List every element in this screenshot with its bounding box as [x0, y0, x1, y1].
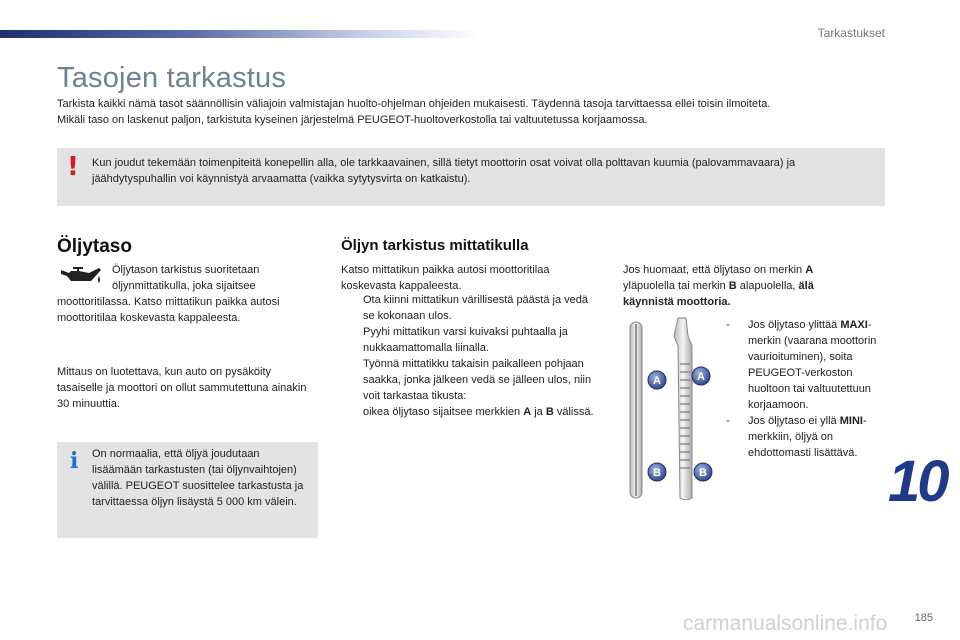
- warning-note: Jos huomaat, että öljytaso on merkin A yläpuolella tai merkin B alapuolella, älä käynnistä moottoria.: [623, 264, 814, 308]
- dipstick-illustration: [620, 316, 720, 500]
- dipstick-intro: Katso mittatikun paikka autosi moottoritilaa koskevasta kappaleesta.: [341, 264, 550, 292]
- warning-icon: !: [67, 152, 79, 182]
- list-item: Ota kiinni mittatikun värillisestä päästä ja vedä se kokonaan ulos.: [363, 294, 588, 322]
- label-a-right: A: [697, 371, 705, 383]
- chapter-number: 10: [888, 449, 947, 514]
- oil-text-1b: moottoritilassa. Katso mittatikun paikka autosi moottoritilaa koskevasta kappaleesta.: [57, 296, 280, 324]
- list-item: - Jos öljytaso ylittää MAXI-merkin (vaarana moottorin vaurioituminen), soita PEUGEOT-verkoston huoltoon tai valtuutettuun korjaamoon.: [726, 319, 877, 411]
- header-gradient-bar: [0, 30, 480, 38]
- info-text: On normaalia, että öljyä joudutaan lisäämään tarkastusten (tai öljynvaihtojen) välillä. PEUGEOT suosittelee tarkastusta ja tarvittaessa öljyn lisäystä 5 000 km välein.: [92, 448, 304, 508]
- info-icon: i: [70, 448, 79, 474]
- list-item: - Jos öljytaso ei yllä MINI-merkkiin, öljyä on ehdottomasti lisättävä.: [726, 415, 867, 459]
- section-name: Tarkastukset: [817, 26, 885, 40]
- label-b-right: B: [699, 467, 707, 479]
- intro-line-1: Tarkista kaikki nämä tasot säännöllisin väliajoin valmistajan huolto-ohjelman ohjeiden mukaisesti. Täydennä tasoja tarvittaessa ellei toisin ilmoiteta.: [57, 98, 771, 110]
- warning-text: Kun joudut tekemään toimenpiteitä konepellin alla, ole tarkkaavainen, sillä tietyt moottorin osat voivat olla polttavan kuumia (palovammavaara) ja jäähdytyspuhallin voi käynnistyä arvaamatta (vaikka sytytysvirta on katkaistu).: [92, 157, 796, 185]
- dipstick-steps: [341, 292, 599, 420]
- dipstick-heading: Öljyn tarkistus mittatikulla: [341, 237, 529, 254]
- label-a-left: A: [653, 375, 661, 387]
- oil-level-heading: Öljytaso: [57, 236, 132, 257]
- label-b-left: B: [653, 467, 661, 479]
- page-title: Tasojen tarkastus: [57, 62, 287, 94]
- watermark: carmanualsonline.info: [683, 612, 888, 635]
- level-notes: [726, 317, 886, 461]
- list-item: Pyyhi mittatikun varsi kuivaksi puhtaalla ja nukkaamattomalla liinalla.: [363, 326, 568, 354]
- oil-can-icon: [59, 264, 103, 288]
- intro-line-2: Mikäli taso on laskenut paljon, tarkistuta kyseinen järjestelmä PEUGEOT-huoltoverkostolla tai valtuutetussa korjaamossa.: [57, 114, 648, 126]
- intro-text: [57, 96, 897, 128]
- oil-text-1a: Öljytason tarkistus suoritetaan öljynmittatikulla, joka sijaitsee: [112, 264, 260, 292]
- page-number: 185: [914, 612, 933, 624]
- oil-text-2: Mittaus on luotettava, kun auto on pysäköity tasaiselle ja moottori on ollut sammutettuna ainakin 30 minuuttia.: [57, 366, 307, 410]
- list-item: Työnnä mittatikku takaisin paikalleen pohjaan saakka, jonka jälkeen vedä se jälleen ulos, niin voit tarkastaa tikusta: oikea öljytaso sijaitsee merkkien A ja B välissä.: [363, 358, 594, 418]
